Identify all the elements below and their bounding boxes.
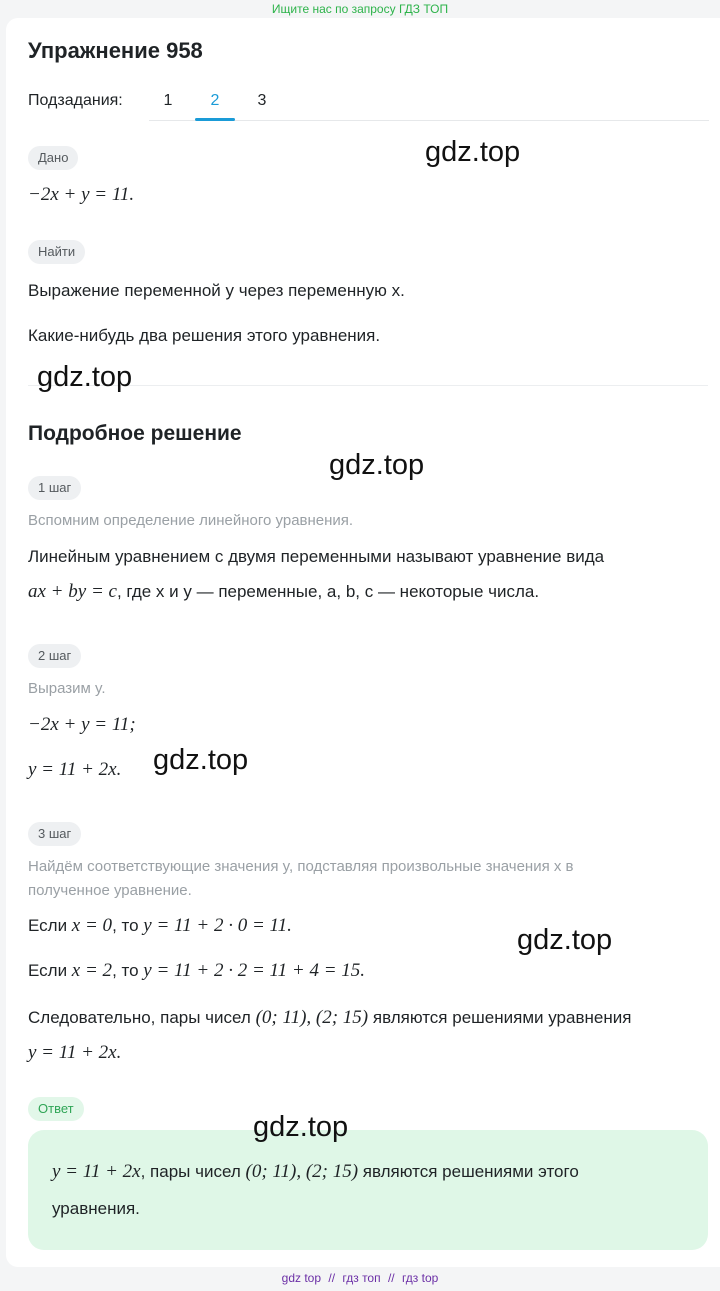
- top-banner[interactable]: Ищите нас по запросу ГДЗ ТОП: [271, 2, 449, 16]
- footer-link-1[interactable]: gdz top: [281, 1271, 322, 1285]
- step-3-line-4: y = 11 + 2x.: [28, 1042, 122, 1063]
- watermark: gdz.top: [37, 361, 133, 393]
- find-pill: Найти: [28, 240, 85, 264]
- step-3-line-2: [28, 960, 365, 982]
- subtasks-label: Подзадания:: [28, 92, 123, 109]
- step-1-hint: Вспомним определение линейного уравнения.: [28, 512, 354, 529]
- answer-pairs: (0; 11), (2; 15): [245, 1161, 359, 1182]
- step-3-line-1-result: y = 11 + 2 · 0 = 11.: [143, 915, 292, 936]
- step-2-pill: 2 шаг: [28, 644, 81, 668]
- step-1-line-2-text: , где x и y — переменные, a, b, c — некоторые числа.: [116, 582, 540, 601]
- step-3-line-1-then: , то: [112, 916, 144, 935]
- answer-line-2: уравнения.: [52, 1199, 140, 1218]
- watermark: gdz.top: [425, 136, 521, 168]
- tab-subtask-3[interactable]: 3: [257, 92, 267, 109]
- answer-text-1: , пары чисел: [140, 1162, 246, 1181]
- watermark: gdz.top: [517, 924, 613, 956]
- step-2-hint: Выразим y.: [28, 680, 106, 697]
- step-3-line-1-condition: x = 0: [71, 915, 113, 936]
- step-3-line-2-condition: x = 2: [71, 960, 113, 981]
- footer-links: [0, 1271, 720, 1285]
- footer-link-2[interactable]: гдз топ: [342, 1271, 381, 1285]
- answer-pill: Ответ: [28, 1097, 84, 1121]
- step-1-line-1: Линейным уравнением с двумя переменными называют уравнение вида: [28, 547, 605, 566]
- step-3-hint-2: полученное уравнение.: [28, 882, 192, 899]
- step-3-line-1-prefix: Если: [28, 916, 72, 935]
- answer-line-1: [52, 1161, 579, 1183]
- solution-heading: Подробное решение: [28, 422, 242, 445]
- step-2-equation-1: −2x + y = 11;: [28, 714, 136, 735]
- exercise-card: [6, 18, 720, 1267]
- find-line-2: Какие-нибудь два решения этого уравнения.: [28, 326, 381, 345]
- answer-equation: y = 11 + 2x: [52, 1161, 141, 1182]
- footer-separator: //: [387, 1271, 395, 1285]
- step-3-hint-1: Найдём соответствующие значения y, подставляя произвольные значения x в: [28, 858, 574, 875]
- step-1-pill: 1 шаг: [28, 476, 81, 500]
- step-3-line-3-prefix: Следовательно, пары чисел: [28, 1008, 256, 1027]
- step-3-line-2-then: , то: [112, 961, 144, 980]
- step-2-equation-2: y = 11 + 2x.: [28, 759, 122, 780]
- footer-separator: //: [328, 1271, 336, 1285]
- page-title: Упражнение 958: [28, 38, 203, 63]
- active-tab-indicator: [195, 118, 235, 121]
- answer-text-2: являются решениями этого: [358, 1162, 579, 1181]
- given-pill: Дано: [28, 146, 78, 170]
- step-3-line-1: [28, 915, 292, 937]
- watermark: gdz.top: [329, 449, 425, 481]
- watermark: gdz.top: [253, 1111, 349, 1143]
- footer-link-3[interactable]: гдз top: [401, 1271, 439, 1285]
- given-equation: −2x + y = 11.: [28, 184, 135, 205]
- tab-subtask-1[interactable]: 1: [163, 92, 173, 109]
- answer-box: [28, 1130, 708, 1250]
- tab-subtask-2[interactable]: 2: [210, 92, 220, 109]
- step-3-line-2-prefix: Если: [28, 961, 72, 980]
- step-1-line-2: [28, 581, 539, 603]
- step-3-pill: 3 шаг: [28, 822, 81, 846]
- find-line-1: Выражение переменной y через переменную x.: [28, 281, 405, 300]
- step-3-line-3-suffix: являются решениями уравнения: [368, 1008, 632, 1027]
- step-3-line-2-result: y = 11 + 2 · 2 = 11 + 4 = 15.: [143, 960, 366, 981]
- step-3-pairs: (0; 11), (2; 15): [255, 1007, 369, 1028]
- linear-equation-form: ax + by = c: [28, 581, 117, 602]
- watermark: gdz.top: [153, 744, 249, 776]
- step-3-line-3: [28, 1007, 631, 1029]
